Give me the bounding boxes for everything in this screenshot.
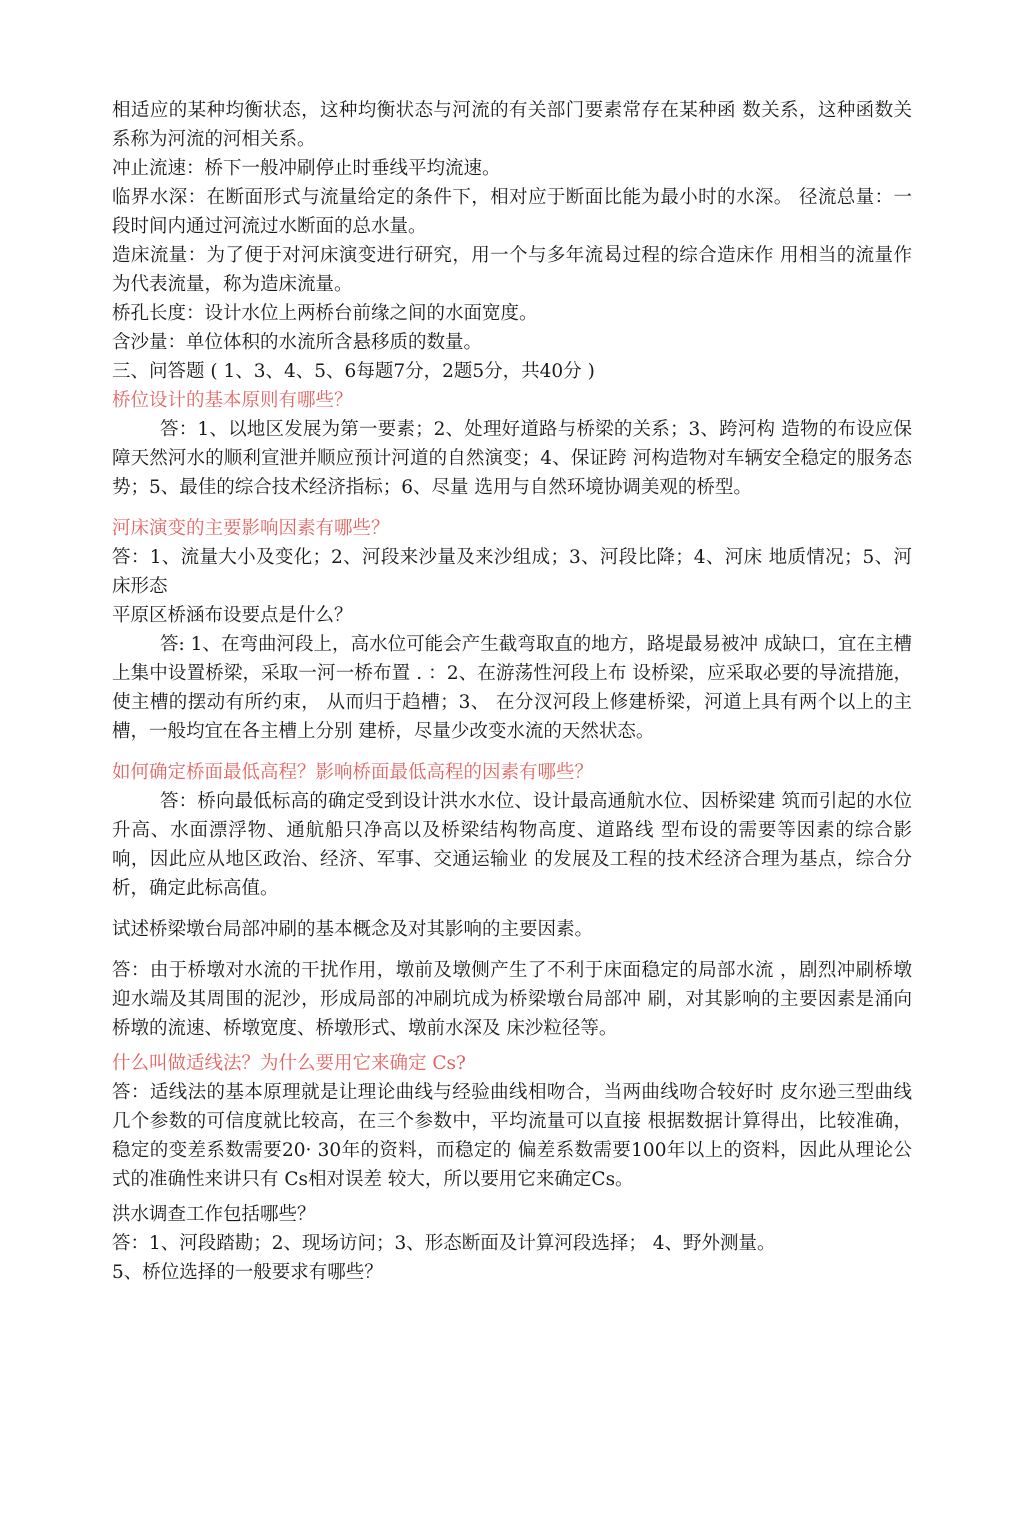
answer-bridge-site-principles: 答：1、以地区发展为第一要素；2、处理好道路与桥梁的关系；3、跨河构 造物的布设应保障天然河水的顺利宣泄并顺应预计河道的自然演变；4、保证跨 河构造物对车辆安全稳定的服务态势；5、最佳的综合技术经济指标；6、尽量 选用与自然环境协调美观的桥型。	[112, 419, 912, 498]
question-flood-investigation: 洪水调查工作包括哪些？	[112, 1204, 316, 1225]
answer-local-scour: 答：由于桥墩对水流的干扰作用，墩前及墩侧产生了不利于床面稳定的局部水流 ，剧烈冲刷桥墩迎水端及其周围的泥沙，形成局部的冲刷坑成为桥梁墩台局部冲 刷，对其影响的主要因素是涌向桥墩的流速、桥墩宽度、桥墩形式、墩前水深及 床沙粒径等。	[112, 960, 912, 1039]
answer-min-deck-elevation: 答：桥向最低标高的确定受到设计洪水水位、设计最高通航水位、因桥梁建 筑而引起的水位升高、水面漂浮物、通航船只净高以及桥梁结构物高度、道路线 型布设的需要等因素的综合影响，因此应从地区政治、经济、军事、交通运输业 的发展及工程的技术经济合理为基点，综合分析，确定此标高值。	[112, 791, 912, 899]
answer-curve-fitting-method: 答：适线法的基本原理就是让理论曲线与经验曲线相吻合，当两曲线吻合较好时 皮尔逊三型曲线几个参数的可信度就比较高，在三个参数中，平均流量可以直接 根据数据计算得出，比较准确，稳定的变差系数需要20· 30年的资料，而稳定的 偏差系数需要100年以上的资料，因此从理论公式的准确性来讲只有 Cs相对误差 较大，所以要用它来确定Cs。	[112, 1082, 912, 1190]
question-local-scour: 试述桥梁墩台局部冲刷的基本概念及对其影响的主要因素。	[112, 919, 594, 940]
definition-dominant-discharge: 造床流量：为了便于对河床演变进行研究，用一个与多年流曷过程的综合造床作 用相当的流量作为代表流量，称为造床流量。	[112, 245, 912, 295]
question-bridge-site-selection: 5、桥位选择的一般要求有哪些？	[112, 1262, 383, 1283]
definition-critical-depth: 临界水深：在断面形式与流量给定的条件下，相对应于断面比能为最小时的水深。 径流总量：一段时间内通过河流过水断面的总水量。	[112, 187, 912, 237]
answer-riverbed-evolution-factors: 答：1、流量大小及变化；2、河段来沙量及来沙组成；3、河段比降；4、河床 地质情况；5、河床形态	[112, 547, 912, 597]
question-min-deck-elevation: 如何确定桥面最低高程？影响桥面最低高程的因素有哪些？	[112, 762, 594, 783]
question-curve-fitting-method: 什么叫做适线法？为什么要用它来确定 Cs?	[112, 1053, 466, 1074]
question-bridge-site-principles: 桥位设计的基本原则有哪些？	[112, 390, 353, 411]
answer-plain-culvert-layout: 答: 1、在弯曲河段上，高水位可能会产生截弯取直的地方，路堤最易被冲 成缺口，宜在主槽上集中设置桥梁，采取一河一桥布置 . ：2、在游荡性河段上布 设桥梁，应采取必要的导流措施，使主槽的摆动有所约束， 从而归于趋槽；3、 在分汊河段上修建桥梁，河道上具有两个以上的主槽，一般均宜在各主槽上分别 建桥，尽量少改变水流的天然状态。	[112, 634, 912, 742]
definition-bridge-span-length: 桥孔长度：设计水位上两桥台前缘之间的水面宽度。	[112, 303, 538, 324]
question-riverbed-evolution-factors: 河床演变的主要影响因素有哪些？	[112, 518, 390, 539]
section-heading-qa: 三、问答题 ( 1、3、4、5、6每题7分，2题5分，共40分 )	[112, 361, 595, 382]
question-plain-culvert-layout: 平原区桥涵布设要点是什么？	[112, 605, 353, 626]
definition-sediment-concentration: 含沙量：单位体积的水流所含悬移质的数量。	[112, 332, 483, 353]
definition-stop-scour-velocity: 冲止流速：桥下一般冲刷停止时垂线平均流速。	[112, 158, 501, 179]
definition-river-regime-continued: 相适应的某种均衡状态，这种均衡状态与河流的有关部门要素常存在某种函 数关系，这种函数关系称为河流的河相关系。	[112, 100, 912, 150]
answer-flood-investigation: 答：1、河段踏勘；2、现场访问；3、形态断面及计算河段选择； 4、野外测量。	[112, 1233, 776, 1254]
document-page	[112, 96, 912, 1287]
